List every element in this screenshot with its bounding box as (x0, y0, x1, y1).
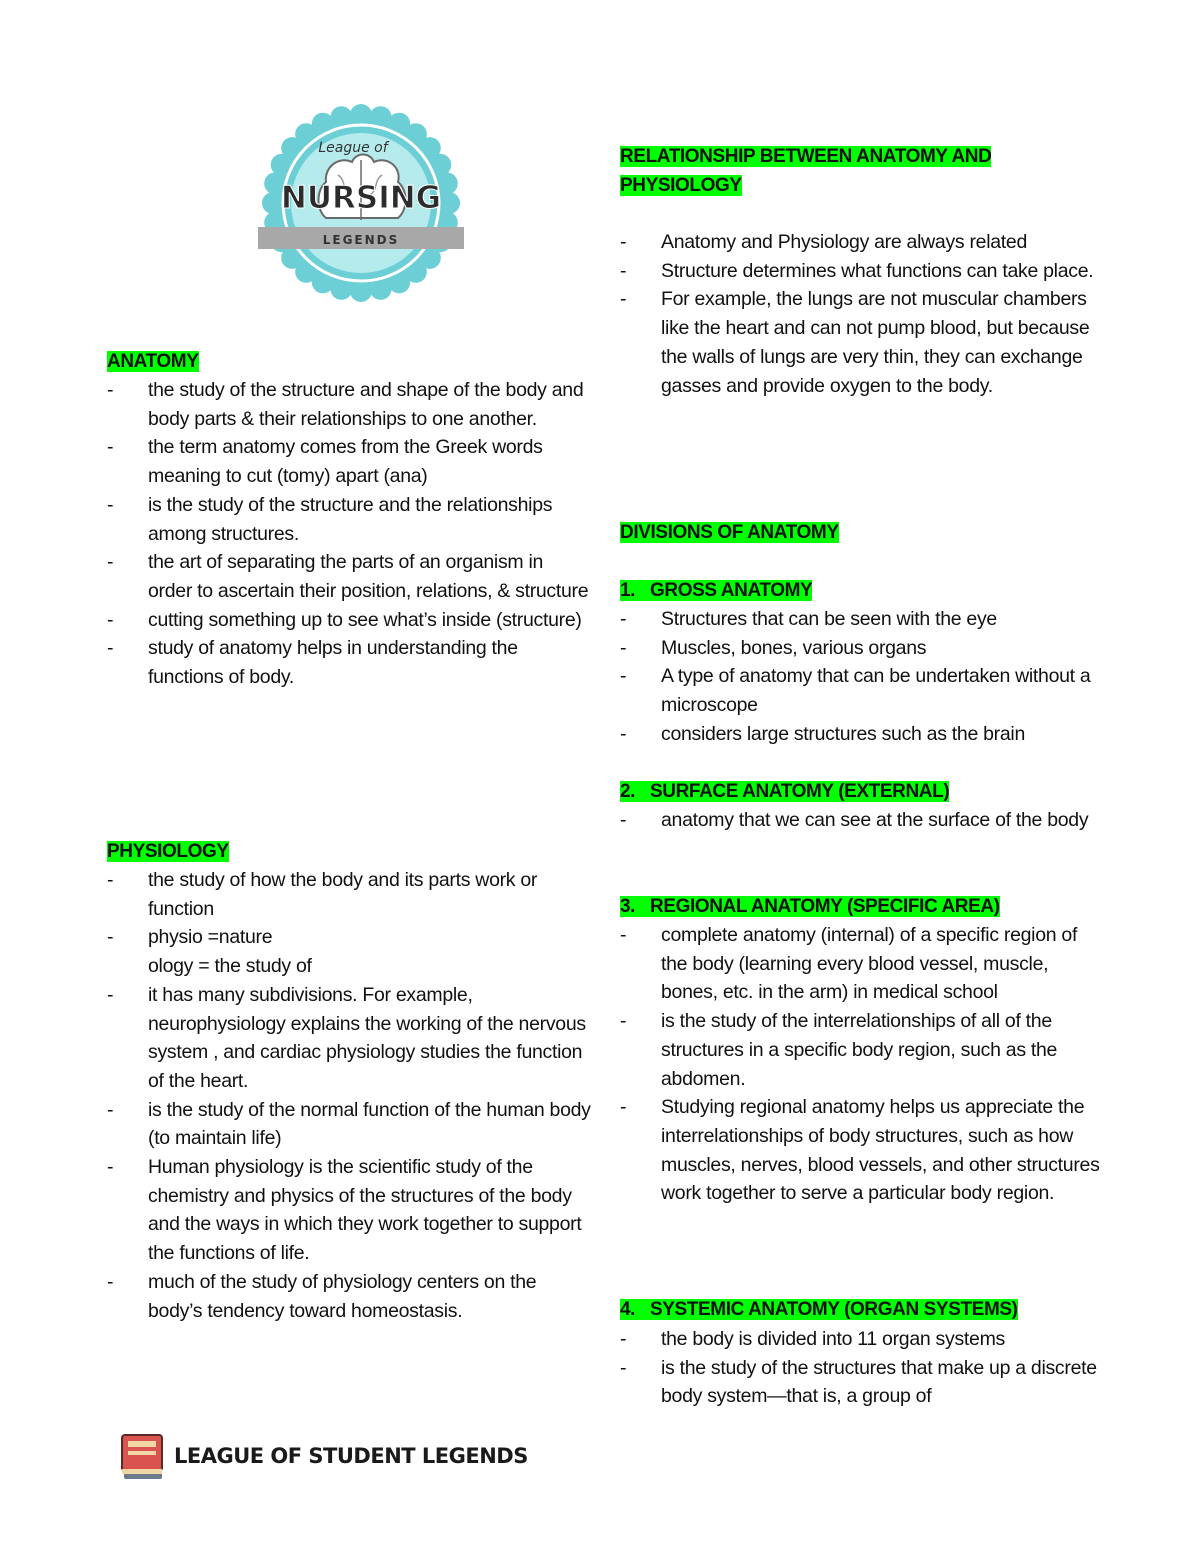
list-item: - is the study of the interrelationships of all of the structures in a specific body region, such as the abdomen. (620, 1007, 1105, 1093)
relationship-heading (620, 142, 991, 200)
physiology-list (107, 866, 592, 1325)
list-item: - Muscles, bones, various organs (620, 634, 1105, 663)
gross-anatomy-list (620, 605, 1105, 749)
list-item: - Studying regional anatomy helps us appreciate the interrelationships of body structures, such as how muscles, nerves, blood vessels, and other structures work together to serve a particular body region. (620, 1093, 1105, 1208)
surface-title: SURFACE ANATOMY (EXTERNAL) (650, 781, 950, 802)
list-item: - A type of anatomy that can be undertaken without a microscope (620, 662, 1105, 719)
book-icon (118, 1429, 168, 1483)
list-item: - the art of separating the parts of an organism in order to ascertain their position, relations, & structure (107, 548, 592, 605)
relationship-list (620, 228, 1105, 400)
gross-anatomy-heading (620, 576, 812, 605)
surface-anatomy-list (620, 806, 1105, 835)
list-item: - cutting something up to see what’s inside (structure) (107, 606, 592, 635)
list-item: - Human physiology is the scientific study of the chemistry and physics of the structures of the body and the ways in which they work together to support the functions of life. (107, 1153, 592, 1268)
surface-num: 2. (620, 781, 636, 802)
anatomy-heading (107, 347, 199, 376)
divisions-title: DIVISIONS OF ANATOMY (620, 522, 839, 543)
regional-anatomy-list (620, 921, 1105, 1208)
list-item: - Structures that can be seen with the eye (620, 605, 1105, 634)
gross-title: GROSS ANATOMY (650, 580, 813, 601)
regional-title: REGIONAL ANATOMY (SPECIFIC AREA) (650, 896, 1000, 917)
systemic-title: SYSTEMIC ANATOMY (ORGAN SYSTEMS) (650, 1299, 1018, 1320)
anatomy-list (107, 376, 592, 692)
list-item: - is the study of the normal function of the human body (to maintain life) (107, 1096, 592, 1153)
list-item: - the term anatomy comes from the Greek words meaning to cut (tomy) apart (ana) (107, 433, 592, 490)
list-item (107, 923, 592, 980)
gross-num: 1. (620, 580, 636, 601)
physiology-title: PHYSIOLOGY (107, 841, 229, 862)
regional-anatomy-heading (620, 892, 1000, 921)
physio-line: physio =nature (148, 926, 273, 949)
list-item: - the body is divided into 11 organ systems (620, 1325, 1105, 1354)
list-item: - is the study of the structure and the relationships among structures. (107, 491, 592, 548)
logo-line1: League of (318, 140, 388, 156)
footer (118, 1428, 528, 1484)
list-item: - Structure determines what functions can take place. (620, 257, 1105, 286)
list-item: - study of anatomy helps in understanding the functions of body. (107, 634, 592, 691)
systemic-anatomy-list (620, 1325, 1105, 1411)
logo-line3: LEGENDS (322, 233, 400, 247)
logo-line2: NURSING (280, 180, 442, 216)
list-item: - it has many subdivisions. For example, neurophysiology explains the working of the nervous system , and cardiac physiology studies the function of the heart. (107, 981, 592, 1096)
physiology-heading (107, 837, 229, 866)
systemic-anatomy-heading (620, 1295, 1018, 1324)
league-of-nursing-legends-logo (258, 100, 464, 306)
list-item: - is the study of the structures that make up a discrete body system—that is, a group of (620, 1354, 1105, 1411)
regional-num: 3. (620, 896, 636, 917)
list-item: - complete anatomy (internal) of a specific region of the body (learning every blood vessel, muscle, bones, etc. in the arm) in medical school (620, 921, 1105, 1007)
list-item: - much of the study of physiology centers on the body’s tendency toward homeostasis. (107, 1268, 592, 1325)
relationship-title-line2: PHYSIOLOGY (620, 175, 742, 196)
relationship-title-line1: RELATIONSHIP BETWEEN ANATOMY AND (620, 146, 992, 167)
logo-badge-icon (258, 100, 464, 306)
list-item: - For example, the lungs are not muscular chambers like the heart and can not pump blood, but because the walls of lungs are very thin, they can exchange gasses and provide oxygen to the body. (620, 285, 1105, 400)
list-item: - Anatomy and Physiology are always related (620, 228, 1105, 257)
list-item: - the study of the structure and shape of the body and body parts & their relationships to one another. (107, 376, 592, 433)
surface-anatomy-heading (620, 777, 949, 806)
divisions-heading (620, 518, 839, 547)
systemic-num: 4. (620, 1299, 636, 1320)
ology-line: ology = the study of (148, 955, 312, 978)
list-item: - considers large structures such as the brain (620, 720, 1105, 749)
list-item: - anatomy that we can see at the surface of the body (620, 806, 1105, 835)
footer-text: LEAGUE OF STUDENT LEGENDS (174, 1444, 528, 1468)
list-item: - the study of how the body and its parts work or function (107, 866, 592, 923)
anatomy-title: ANATOMY (107, 351, 199, 372)
